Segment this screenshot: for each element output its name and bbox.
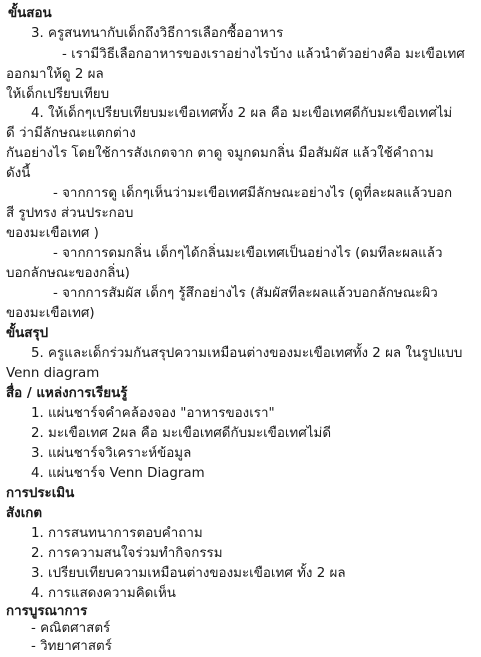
assessment-item-1: 1. การสนทนาการตอบคำถาม (31, 526, 203, 541)
step-4-method: กันอย่างไร โดยใช้การสังเกตจาก ตาดู จมูกดมกลิ่น มือสัมผัส แล้วใช้คำถาม (6, 146, 434, 161)
assessment-item-2: 2. การความสนใจร่วมทำกิจกรรม (31, 546, 223, 561)
step-3-detail: - เรามีวิธีเลือกอาหารของเราอย่างไรบ้าง แล้วนำตัวอย่างคือ มะเขือเทศ (62, 47, 465, 62)
step-4-as-follows: ดังนี้ (6, 166, 31, 181)
question-look-cont: สี รูปทรง ส่วนประกอบ (6, 206, 134, 221)
media-item-4: 4. แผ่นชาร์จ Venn Diagram (31, 466, 205, 481)
question-look: - จากการดู เด็กๆเห็นว่ามะเขือเทศมีลักษณะอย่างไร (ดูที่ละผลแล้วบอก (53, 186, 453, 201)
step-4-text-cont: ดี ว่ามีลักษณะแตกต่าง (6, 126, 136, 141)
step-4-text: 4. ให้เด็กๆเปรียบเทียบมะเขือเทศทั้ง 2 ผล คือ มะเขือเทศดีกับมะเขือเทศไม่ (31, 106, 453, 121)
question-smell: - จากการดมกลิ่น เด็กๆได้กลิ่นมะเขือเทศเป็นอย่างไร (ดมทีละผลแล้ว (53, 246, 443, 261)
step-3-text: 3. ครูสนทนากับเด็กถึงวิธีการเลือกซื้ออาหาร (31, 26, 284, 41)
question-look-end: ของมะเขือเทศ ) (6, 226, 99, 241)
heading-assessment: การประเมิน (6, 486, 75, 501)
media-item-1: 1. แผ่นชาร์จคำคล้องจอง "อาหารของเรา" (31, 406, 275, 421)
media-item-2: 2. มะเขือเทศ 2ผล คือ มะเขือเทศดีกับมะเขือเทศไม่ดี (31, 426, 332, 441)
assessment-item-4: 4. การแสดงความคิดเห็น (31, 586, 176, 601)
question-touch: - จากการสัมผัส เด็กๆ รู้สึกอย่างไร (สัมผัสทีละผลแล้วบอกลักษณะผิว (53, 286, 438, 301)
assessment-item-3: 3. เปรียบเทียบความเหมือนต่างของมะเขือเทศ ทั้ง 2 ผล (31, 566, 346, 581)
question-touch-cont: ของมะเขือเทศ) (6, 306, 95, 321)
step-5-text: 5. ครูและเด็กร่วมกันสรุปความเหมือนต่างของมะเขือเทศทั้ง 2 ผล ในรูปแบบ (31, 346, 463, 361)
media-item-3: 3. แผ่นชาร์จวิเคราะห์ข้อมูล (31, 446, 192, 461)
step-5-venn: Venn diagram (6, 366, 100, 381)
step-3-detail-cont: ออกมาให้ดู 2 ผล (6, 67, 104, 82)
step-3-compare: ให้เด็กเปรียบเทียบ (6, 87, 110, 102)
heading-summary-step: ขั้นสรุป (6, 326, 49, 341)
heading-observation: สังเกต (6, 506, 43, 521)
heading-teaching-step: ขั้นสอน (8, 6, 52, 21)
question-smell-cont: บอกลักษณะของกลิ่น) (6, 266, 130, 281)
heading-media: สื่อ / แหล่งการเรียนรู้ (6, 386, 128, 401)
integration-item-math: - คณิตศาสตร์ (31, 621, 111, 636)
integration-item-science: - วิทยาศาสตร์ (31, 639, 112, 654)
heading-integration: การบูรณาการ (6, 604, 88, 619)
